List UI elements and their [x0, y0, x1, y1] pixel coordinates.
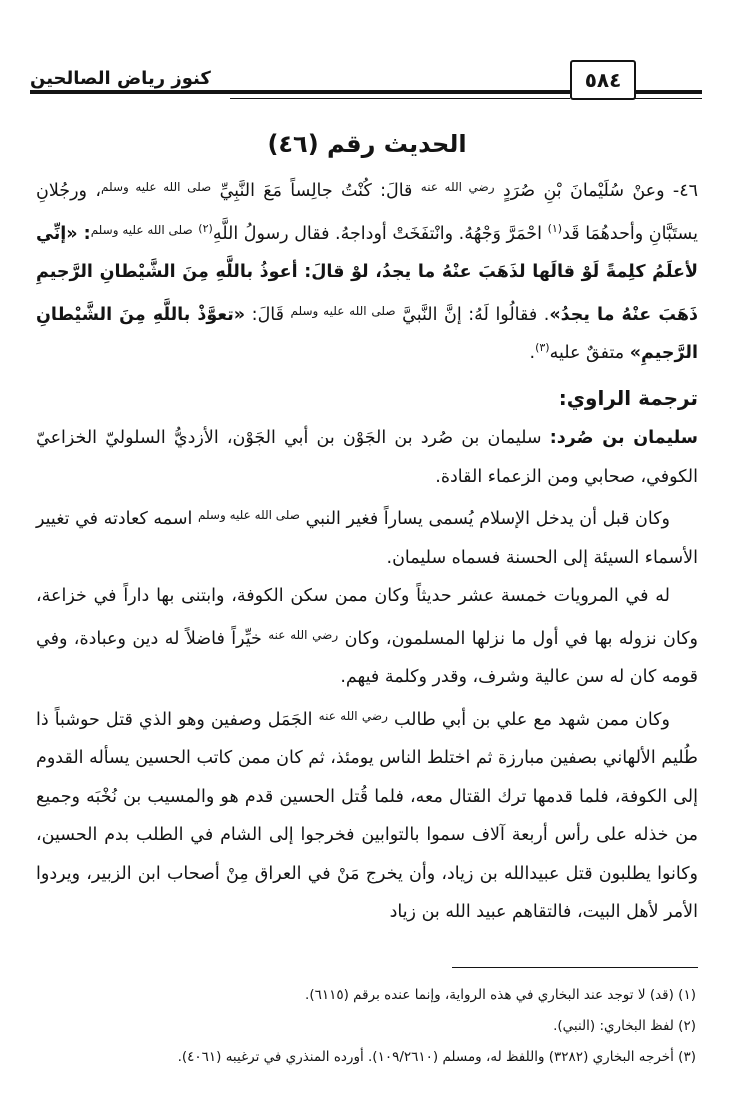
header-rule-thin — [230, 98, 570, 99]
honorific-salla-icon: صلى الله عليه وسلم — [290, 303, 396, 318]
footnote-item: (٢) لفظ البخاري: (النبي). — [553, 1018, 696, 1034]
honorific-radiya-icon: رضي الله عنه — [268, 627, 339, 642]
hadith-text-part: احْمَرَّ وَجْهُهُ. وانْتفَخَتْ أوداجهُ. فقال رسولُ اللَّهِ — [212, 223, 542, 244]
page-header — [30, 60, 702, 104]
narrator-text: له في المرويات خمسة عشر حديثاً وكان ممن سكن الكوفة، وابتنى بها داراً في خزاعة، وكان نزوله بها في أول ما نزلها المسلمون، وكان — [36, 586, 698, 649]
hadith-text-part: قَالَ: — [251, 304, 284, 325]
hadith-text-part: . فقالُوا لَهُ: إنَّ النَّبيَّ — [402, 304, 550, 325]
hadith-quote: «تعوَّذْ باللَّهِ مِنَ الشَّيْطانِ الرَّجيمِ» — [36, 304, 698, 363]
narrator-name: سليمان بن صُرد: — [549, 428, 698, 448]
footnote-item: (١) (قد) لا توجد عند البخاري في هذه الرواية، وإنما عنده برقم (٦١١٥). — [305, 987, 696, 1003]
book-title: كنوز رياض الصالحين — [30, 68, 236, 89]
header-rule — [30, 90, 570, 94]
footnotes — [36, 980, 696, 1073]
footnote-item: (٣) أخرجه البخاري (٣٢٨٢) واللفظ له، ومسلم (١٠٩/٢٦١٠). أورده المنذري في ترغيبه (٤٠٦١). — [177, 1049, 696, 1065]
footnote-marker: (٣) — [535, 341, 550, 355]
footnote-marker: (١) — [547, 221, 563, 235]
footnote-marker: (٢) — [198, 221, 213, 235]
hadith-text-part: قالَ: كُنْتُ جالِساً مَعَ النَّبِيِّ — [219, 181, 413, 201]
narrator-paragraph — [36, 577, 698, 697]
honorific-radiya-icon: رضي الله عنه — [318, 708, 388, 723]
page-content — [36, 122, 698, 932]
hadith-text-part: ٤٦- وعنْ سُلَيْمانَ بْنِ صُرَدٍ — [502, 181, 698, 201]
header-rule-right-thin — [634, 98, 702, 99]
hadith-title: الحديث رقم (٤٦) — [267, 130, 467, 158]
narrator-text: وكان ممن شهد مع علي بن أبي طالب — [393, 709, 670, 730]
honorific-salla-icon: صلى الله عليه وسلم — [197, 508, 300, 522]
narrator-heading: ترجمة الراوي: — [558, 385, 698, 410]
page-number: ٥٨٤ — [570, 60, 636, 100]
hadith-text-part: ، ورجُلانِ يستَبَّانِ وأحدهُمَا قَد — [36, 181, 699, 244]
narrator-text: اسمه كعادته في تغيير الأسماء السيئة إلى الحسنة فسماه سليمان. — [36, 509, 698, 568]
hadith-quote: : «إنِّي لأعلَمُ كلِمةً لَوْ قالَها لذَهَبَ عنْهُ ما يجدُ، لوْ قالَ: أعوذُ باللَّهِ مِنَ الشَّيْطانِ الرَّجيمِ ذَهَبَ عنْهُ ما يجدُ» — [36, 223, 698, 325]
narrator-paragraph — [36, 496, 698, 577]
narrator-paragraph — [36, 419, 698, 496]
header-rule-right — [634, 90, 702, 94]
narrator-text: وكان قبل أن يدخل الإسلام يُسمى يساراً فغير النبي — [305, 509, 670, 529]
hadith-text-part: متفقٌ عليه — [549, 343, 625, 363]
footnote-rule — [452, 967, 698, 968]
honorific-radiya-icon: رضي الله عنه — [420, 180, 495, 194]
narrator-text: خيِّراً فاضلاً له دين وعبادة، وفي قومه كان له سن عالية وشرف، وقدر وكلمة فيهم. — [36, 628, 698, 687]
narrator-text: الجَمَل وصفين وهو الذي قتل حوشباً ذا طُليم الألهاني بصفين مبارزة ثم اختلط الناس يومئذ، ثم كان ممن كاتب الحسين يسأله القدوم إلى الكوفة، فلما قدمها ترك القتال معه، فلما قُتل الحسين قدم هو والمسيب بن نُخْبَه وجميع من خذله على رأس أربعة آلاف سموا بالتوابين فخرجوا إلى الشام في الطلب بدم الحسين، وكانوا يطلبون قتل عبيدالله بن زياد، وأن يخرج مَنْ في العراق مِنْ أصحاب ابن الزبير، ويردوا الأمر لأهل البيت، فالتقاهم عبيد الله بن زياد — [36, 709, 698, 922]
honorific-salla-icon: صلى الله عليه وسلم — [100, 180, 212, 194]
honorific-salla-icon: صلى الله عليه وسلم — [90, 222, 193, 237]
narrator-paragraph — [36, 697, 698, 932]
hadith-text: ٤٦- وعنْ سُلَيْمانَ بْنِ صُرَدٍ $^{رضي الله عنه}$ قالَ: كُنْتُ جالِساً مَعَ النَّبِيِّ $^{صلى الله عليه وسلم}$، ورجُلانِ يستَبَّانِ وأحدهُمَا قَد$^{(١)}$ احْمَرَّ وَجْهُهُ. وانْتفَخَتْ أوداجهُ. فقال رسولُ اللَّهِ$^{(٢)}$ $^{صلى الله عليه وسلم}$: «إنِّي لأعلَمُ كلِمةً لَوْ قالَها لذَهَبَ عنْهُ ما يجدُ، لوْ قالَ: أعوذُ باللَّهِ مِنَ الشَّيْطانِ الرَّجيمِ ذَهَبَ عنْهُ ما يجدُ». فقالُوا لَهُ: إنَّ النَّبيَّ $^{صلى الله عليه وسلم}$ قَالَ: «تعوَّذْ باللَّهِ مِنَ الشَّيْطانِ الرَّجيمِ» متفقٌ عليه$^{(٣)}$. — [36, 180, 699, 363]
narrator-intro: سليمان بن صُرد بن الجَوْن بن أبي الجَوْن، الأزديُّ السلوليّ الخزاعيّ الكوفي، صحابي ومن الزعماء القادة. — [36, 428, 698, 487]
